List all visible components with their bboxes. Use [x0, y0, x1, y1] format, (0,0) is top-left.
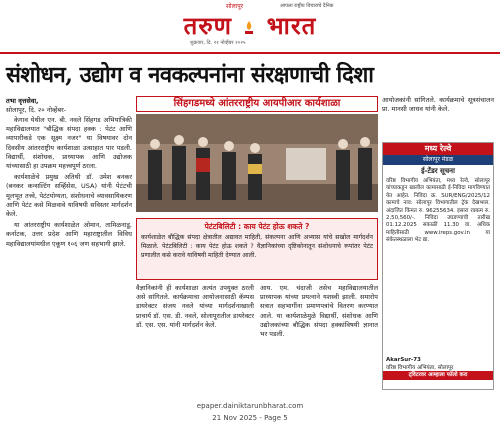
ad-subheader: सोलापूर मंडळ: [383, 155, 493, 165]
edition-label: सोलापूर: [226, 3, 244, 10]
byline: तभा वृत्तसेवा,: [6, 97, 39, 105]
group-photo-illustration: [136, 114, 378, 212]
highlight-title: पेटंटबिलिटी : काय पेटंट होऊ शकते ?: [204, 222, 310, 231]
railway-tender-ad[interactable]: [382, 142, 494, 390]
paragraph: केगाव येथील एन. बी. नवले सिंहगड अभियांत्रिकी महाविद्यालयात "बौद्धिक संपदा हक्क : पेटंट आणि व्यापारीकडे एक सूक्ष्म नजर" या विषयावर दोन दिवसीय आंतरराष्ट्रीय कार्यशाळा उत्साहात पार पडली. विद्यार्थी, संशोधक, प्राध्यापक आणि उद्योजक यांच्यासाठी हा उपक्रम महत्त्वपूर्ण ठरला.: [6, 116, 132, 171]
epaper-url[interactable]: epaper.dainiktarunbharat.com: [196, 402, 304, 410]
paragraph: या आंतरराष्ट्रीय कार्यशाळेत ओमान, तामिळनाडू, कर्नाटक, उत्तर प्रदेश आणि महाराष्ट्रातील विविध महाविद्यालयांमधील एकूण १०६ जण सहभागी झाले.: [6, 221, 132, 248]
event-photo[interactable]: [136, 114, 378, 212]
page-indicator: 21 Nov 2025 - Page 5: [212, 414, 288, 422]
article-column-right: आयोजकांनी सांगितले. कार्यक्रमाचे सूत्रसंचालन प्रा. मानसी जाधव यांनी केले.: [382, 96, 494, 114]
article-headline: संशोधन, उद्योग व नवकल्पनांना संरक्षणाची दिशा: [6, 62, 374, 88]
ad-social-bar: ट्विटरवर आम्हाला फॉलो करा: [383, 371, 493, 380]
ad-code: AkarSur-73: [386, 357, 421, 363]
paragraph: कार्यशाळेचे प्रमुख अतिथी डॉ. उमेश बनकर (बनकर कन्सल्टिंग सर्व्हिसेस, USA) यांनी पेटंटची मूलभूत तत्त्वे, पेटंटयोग्यता, संशोधनाचे व्यावसायिकरण आणि पेटंट कसे मिळवावे याविषयी सविस्तर मार्गदर्शन केले.: [6, 173, 132, 219]
logo-text-left: तरुण: [183, 11, 233, 40]
newspaper-logo[interactable]: [150, 9, 350, 40]
highlight-box: [136, 218, 378, 280]
article-kicker: सिंहगडमध्ये आंतरराष्ट्रीय आयपीआर कार्यशाळा: [136, 96, 378, 112]
article-column-mid-a: वैज्ञानिकांनी ही कार्यशाळा अत्यंत उपयुक्त ठरली असे सांगितले. कार्यक्रमाचा आयोजनासाठी कॅम्पस डायरेक्टर संजय नवले यांच्या मार्गदर्शनाखाली प्राचार्य डॉ. एस. डी. नवले, सोलापूरातील डायरेक्टर डॉ. एस. एस. यांनी मार्गदर्शन केले.: [136, 284, 254, 329]
lamp-icon: [241, 20, 257, 36]
logo-text-right: भारत: [266, 11, 317, 40]
tagline: आपला राष्ट्रीय विचाराचे दैनिक: [280, 3, 334, 9]
highlight-text: कार्यशाळेत बौद्धिक संपदा क्षेत्रातील अद्यावत माहिती, संकल्पना आणि अभ्यास यांचे सखोल मार्गदर्शन मिळाले. पेटंटबिलिटी : काय पेटंट होऊ शकते ? वैज्ञानिकांच्या दृष्टिकोनातून संशोधनाचे रूपांतर पेटंट प्रणालीत कसे करावे याविषयी माहिती देण्यात आली.: [141, 234, 373, 259]
ad-footer: [383, 357, 493, 389]
masthead-rule: [0, 52, 500, 54]
ad-notice-title: ई-टेंडर सूचना: [421, 167, 455, 175]
article-column-left: [6, 96, 132, 396]
ad-signature: वरिष्ठ विभागीय अभियंता, सोलापूर: [386, 365, 454, 371]
article-column-mid-b: आय. एम. चंदाजी तसेच महाविद्यालयातील प्राध्यापक यांच्या प्रयत्नाने यशस्वी झाली. समारोप सत्रात सहभागींना प्रमाणपत्रांचे वितरण करण्यात आले. या कार्यशाळेमुळे विद्यार्थी, संशोधक आणि उद्योजकांच्या बौद्धिक संपदा हक्कांविषयी ज्ञानात भर पडली.: [260, 284, 378, 339]
article-dateline: सोलापूर, दि. २० नोव्हेंबर-: [6, 106, 67, 114]
ad-header: मध्य रेल्वे: [383, 143, 493, 155]
masthead: [0, 0, 500, 58]
issue-date: शुक्रवार, दि. २१ नोव्हेंबर २०२५: [190, 40, 246, 46]
ad-notice-text: वरिष्ठ विभागीय अभियंता, मध्य रेल्वे, सोलापूर यांच्याकडून खालील कामासाठी ई-निविदा मागविण्यात येत आहेत. निविदा क्र. SUR/ENG/2025/12 कामाचे नाव: सोलापूर विभागातील ट्रॅक देखभाल. अंदाजित किंमत रु. 96255634. इसारा रक्कम रु. 2,50,560/-. निविदा उघडण्याची तारीख 01.12.2025 सकाळी 11.30 वा. अधिक माहितीसाठी www.ireps.gov.in या संकेतस्थळाला भेट द्या.: [386, 178, 490, 244]
